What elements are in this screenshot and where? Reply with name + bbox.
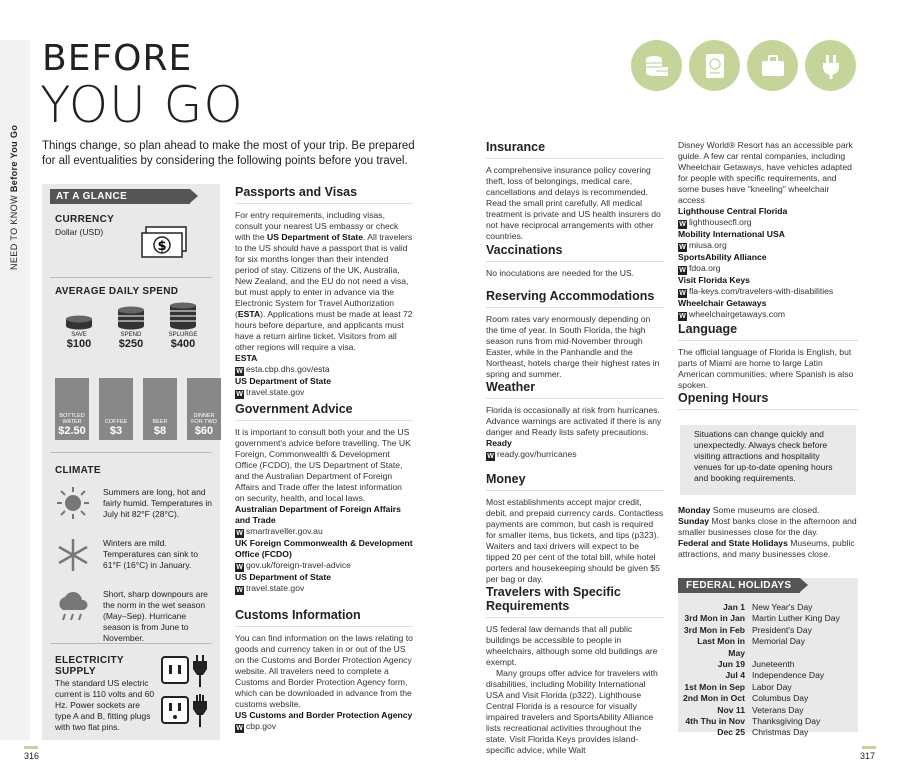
passports-section: [235, 185, 413, 399]
coins-icon: [631, 40, 682, 91]
accommodations-section: [486, 289, 664, 380]
holiday-name: Veterans Day: [752, 704, 804, 715]
spend-splurge: SPLURGE $400: [166, 302, 200, 350]
divider: [50, 643, 212, 644]
passport-icon: [689, 40, 740, 91]
sun-icon: [55, 485, 91, 526]
web-icon: W: [236, 587, 243, 594]
accommodations-text: Room rates vary enormously depending on the time of year. In South Florida, the high season runs from mid-November through Easter, while in the Panhandle and the Northeast, hotels charge their highest rates in spring and summer.: [486, 314, 660, 379]
weather-section: [486, 380, 664, 461]
web-link[interactable]: W fdoa.org: [679, 263, 721, 274]
at-a-glance-heading: AT A GLANCE: [50, 189, 190, 204]
page-number-right: 317: [860, 751, 876, 761]
holiday-row: [680, 625, 856, 636]
vaccinations-section: [486, 243, 664, 279]
language-section: [678, 322, 858, 391]
spend-title: AVERAGE DAILY SPEND: [55, 286, 179, 297]
link-name: SportsAbility Alliance: [678, 252, 767, 262]
price-coffee: COFFEE $3: [99, 378, 133, 440]
intro-text: Things change, so plan ahead to make the most of your trip. Be prepared for all eventualities by considering the following points before you travel.: [42, 140, 415, 167]
web-icon: W: [487, 453, 494, 460]
coin-stack-icon: [64, 302, 94, 330]
electricity-text: The standard US electric current is 110 volts and 60 Hz. Power sockets are type A and B, fitting plugs with two flat pins.: [55, 678, 155, 732]
holiday-row: [680, 705, 856, 716]
hours-row: Federal and State Holidays Museums, public attractions, and many businesses close.: [678, 538, 855, 559]
holiday-name: Columbus Day: [752, 693, 809, 704]
link-name: Australian Department of Foreign Affairs and Trade: [235, 504, 401, 525]
special-requirements-continued: [678, 140, 858, 321]
web-icon: W: [679, 267, 686, 274]
customs-section: [235, 608, 413, 733]
holiday-row: [680, 659, 856, 670]
holiday-row: [680, 716, 856, 727]
web-icon: W: [236, 530, 243, 537]
price-examples: [55, 378, 221, 440]
web-icon: W: [679, 244, 686, 251]
section-heading: Language: [678, 322, 858, 341]
opening-hours-section: [678, 391, 858, 416]
plug-icon: [805, 40, 856, 91]
section-heading: Government Advice: [235, 402, 413, 421]
government-section: [235, 402, 413, 595]
price-beer: BEER $8: [143, 378, 177, 440]
price-dinner: DINNER FOR TWO $60: [187, 378, 221, 440]
insurance-section: [486, 140, 664, 242]
web-link[interactable]: W smartraveller.gov.au: [236, 526, 323, 537]
holiday-name: Independence Day: [752, 670, 825, 681]
web-link[interactable]: W fla-keys.com/travelers-with-disabilities: [679, 286, 834, 297]
header-icons: [631, 40, 856, 91]
money-section: [486, 472, 664, 585]
holiday-name: Christmas Day: [752, 727, 809, 738]
holiday-list: [680, 602, 856, 739]
climate-title: CLIMATE: [55, 465, 101, 476]
opening-hours-note: Situations can change quickly and unexpectedly. Always check before visiting attractions and hospitality venues for up-to-date opening hours and booking requirements.: [680, 425, 856, 495]
spend-levels: [62, 302, 200, 350]
web-link[interactable]: W esta.cbp.dhs.gov/esta: [236, 364, 330, 375]
web-link[interactable]: W travel.state.gov: [236, 583, 305, 594]
web-icon: W: [679, 290, 686, 297]
web-icon: W: [679, 313, 686, 320]
holiday-name: Labor Day: [752, 681, 792, 692]
holiday-date: 2nd Mon in Oct: [682, 693, 745, 704]
web-icon: W: [236, 368, 243, 375]
page-title-line2: YOU GO: [40, 76, 244, 134]
holiday-row: [680, 636, 856, 659]
weather-text: Florida is occasionally at risk from hurricanes. Advance warnings are activated if there is any danger and Ready lists safety precautions.: [486, 405, 662, 437]
holiday-row: [680, 682, 856, 693]
page-title-line1: BEFORE: [42, 38, 193, 79]
hours-row: Sunday Most banks close in the afternoon and smaller businesses close for the day.: [678, 516, 857, 537]
special-text-2: Many groups offer advice for travelers with disabilities, including Mobility International USA and Visit Florida (p322). Lighthouse Central Florida is a resource for visually impaired travelers and SportsAbility Alliance lists recreational activities throughout the state. Visit Florida Keys provides island-specific advice, while Walt: [486, 668, 658, 755]
divider: [50, 277, 212, 278]
spend-mid: SPEND $250: [114, 302, 148, 350]
climate-wet-season: Short, sharp downpours are the norm in the wet season (May–Sep). Hurricane season is from June to November.: [103, 589, 208, 643]
insurance-text: A comprehensive insurance policy covering theft, loss of belongings, medical care, cancellations and delays is recommended. Read the small print carefully. All medical treatment is private and US health insurers do not have reciprocal arrangements with other countries.: [486, 165, 661, 241]
socket-type-b-icon: [160, 693, 212, 734]
hours-row: Monday Some museums are closed.: [678, 505, 820, 515]
link-name: US Department of State: [235, 376, 331, 386]
banknote-icon: [140, 225, 188, 266]
spend-save: SAVE $100: [62, 302, 96, 350]
holiday-name: President's Day: [752, 624, 812, 635]
holiday-date: Jul 4: [725, 670, 745, 681]
money-text: Most establishments accept major credit, debit, and prepaid currency cards. Contactless payments are common, but cash is required for smaller items, bus tickets, and tips (p323). Waiters and taxi drivers will expect to be tipped 20 per cent of the total bill, while hotel porters and housekeeping should be given $5 per bag or day.: [486, 497, 664, 584]
holiday-date: Dec 25: [717, 727, 745, 738]
web-link[interactable]: W travel.state.gov: [236, 387, 305, 398]
climate-winter: Winters are mild. Temperatures can sink to 61°F (16°C) in January.: [103, 538, 198, 570]
link-name: US Customs and Border Protection Agency: [235, 710, 413, 720]
web-link[interactable]: W wheelchairgetaways.com: [679, 309, 786, 320]
special-text: US federal law demands that all public buildings be accessible to people in wheelchairs, although some old buildings are exempt.: [486, 624, 658, 667]
vaccinations-text: No inoculations are needed for the US.: [486, 268, 635, 278]
holiday-date: 1st Mon in Sep: [684, 681, 745, 692]
holiday-row: [680, 602, 856, 613]
holiday-date: Nov 11: [717, 704, 745, 715]
holiday-date: Last Mon in May: [697, 636, 745, 658]
section-heading: Customs Information: [235, 608, 413, 627]
section-heading: Insurance: [486, 140, 664, 159]
holiday-row: [680, 613, 856, 624]
web-icon: W: [679, 221, 686, 228]
holiday-date: Jun 19: [717, 659, 745, 670]
holiday-date: Jan 1: [723, 602, 745, 612]
link-name: Ready: [486, 438, 512, 448]
holiday-name: New Year's Day: [752, 602, 813, 612]
holiday-row: [680, 670, 856, 681]
section-heading: Vaccinations: [486, 243, 664, 262]
section-heading: Opening Hours: [678, 391, 858, 410]
link-name: Wheelchair Getaways: [678, 298, 767, 308]
web-icon: W: [236, 725, 243, 732]
link-name: Lighthouse Central Florida: [678, 206, 788, 216]
language-text: The official language of Florida is English, but parts of Miami are home to large Latin American communities, where Spanish is also spoken.: [678, 347, 854, 390]
holiday-name: Memorial Day: [752, 636, 806, 647]
web-link[interactable]: W miusa.org: [679, 240, 727, 251]
climate-summer: Summers are long, hot and fairly humid. Temperatures in July hit 82°F (28°C).: [103, 487, 212, 519]
holiday-name: Thanksgiving Day: [752, 716, 821, 727]
web-icon: W: [236, 391, 243, 398]
section-heading: Travelers with Specific Requirements: [486, 585, 664, 618]
link-name: UK Foreign Commonwealth & Development Office (FCDO): [235, 538, 413, 559]
coin-stack-icon: [116, 302, 146, 330]
page-marker: [24, 746, 38, 749]
section-label: NEED TO KNOW Before You Go: [9, 124, 19, 270]
rain-cloud-icon: [55, 590, 91, 631]
opening-hours-list: [678, 505, 858, 560]
link-name: Visit Florida Keys: [678, 275, 750, 285]
holiday-row: [680, 727, 856, 738]
page-number-left: 316: [24, 751, 40, 761]
coin-stack-icon: [168, 302, 198, 330]
special-cont-text: Disney World® Resort has an accessible park guide. A few car rental companies, including Wheelchair Getaways, have vehicles adapted for people with specific requirements, and some buses have "kneeling" wheelchair access: [678, 140, 853, 205]
web-link[interactable]: W ready.gov/hurricanes: [487, 449, 577, 460]
section-heading: Weather: [486, 380, 664, 399]
page-marker: [862, 746, 876, 749]
customs-text: You can find information on the laws relating to goods and currency taken in or out of the US on the Customs and Border Protection Agency website. All travelers need to complete a Customs and Border Protection Agency form, which can be downloaded in advance from the customs website.: [235, 633, 413, 709]
holiday-name: Juneteenth: [752, 659, 795, 670]
luggage-icon: [747, 40, 798, 91]
holiday-date: 4th Thu in Nov: [685, 716, 745, 727]
link-name: ESTA: [235, 353, 258, 363]
holiday-date: 3rd Mon in Feb: [683, 624, 745, 635]
web-link[interactable]: W lighthousecfl.org: [679, 217, 752, 228]
snowflake-icon: [55, 537, 91, 578]
section-heading: Money: [486, 472, 664, 491]
web-link[interactable]: W cbp.gov: [236, 721, 277, 732]
government-text: It is important to consult both your and the US government's advice before travelling. The UK Foreign, Commonwealth & Development Office (FCDO), the US Department of State, and the Australian Department of Foreign Affairs and Trade offer the latest information on security, health, and local laws.: [235, 427, 411, 503]
divider: [50, 452, 212, 453]
currency-title: CURRENCY: [55, 214, 115, 225]
holiday-name: Martin Luther King Day: [752, 613, 840, 624]
svg-text:$: $: [157, 239, 167, 254]
holiday-date: 3rd Mon in Jan: [684, 613, 745, 624]
currency-value: Dollar (USD): [55, 227, 104, 237]
link-name: US Department of State: [235, 572, 331, 582]
special-requirements-section: [486, 585, 664, 756]
price-bottled-water: BOTTLED WATER $2.50: [55, 378, 89, 440]
web-link[interactable]: W gov.uk/foreign-travel-advice: [236, 560, 351, 571]
electricity-title: ELECTRICITY SUPPLY: [55, 655, 124, 677]
socket-type-a-icon: [160, 653, 212, 694]
federal-holidays-heading: FEDERAL HOLIDAYS: [678, 578, 800, 593]
holiday-row: [680, 693, 856, 704]
passports-text: For entry requirements, including visas, consult your nearest US embassy or check with the US Department of State. All travelers to the US should have a passport that is valid for six months longer than their intended period of stay. Citizens of the UK, Australia, New Zealand, and the EU do not need a visa, but must apply to enter in advance via the Electronic System for Travel Authorization (ESTA). Applications must be made at least 72 hours before departure, and applicants must have a return airline ticket. Visitors from all other regions will require a visa.: [235, 210, 413, 352]
web-icon: W: [236, 564, 243, 571]
section-heading: Passports and Visas: [235, 185, 413, 204]
section-heading: Reserving Accommodations: [486, 289, 664, 308]
link-name: Mobility International USA: [678, 229, 785, 239]
